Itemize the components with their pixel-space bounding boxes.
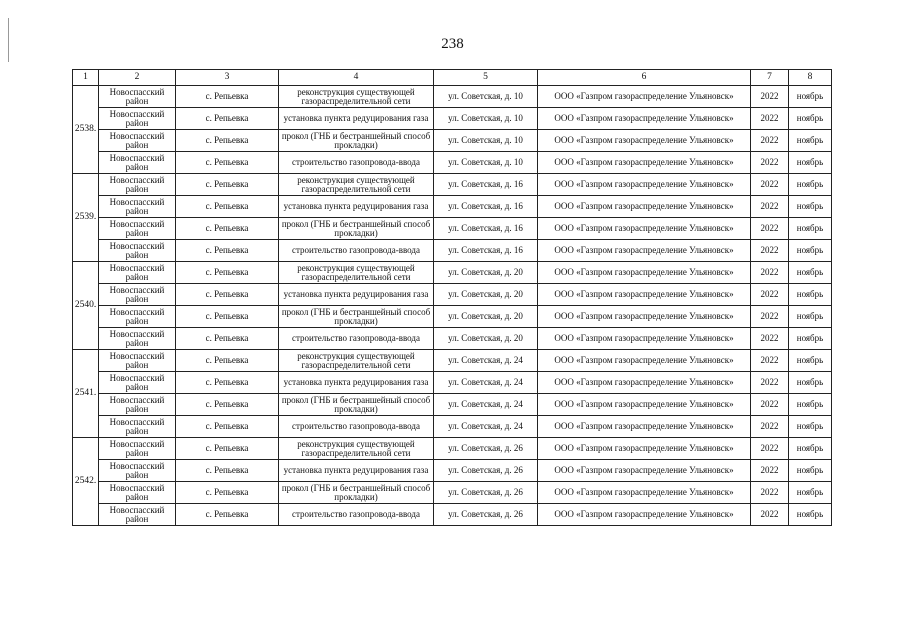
year-cell: 2022 bbox=[751, 482, 789, 504]
organization-cell: ООО «Газпром газораспределение Ульяновск» bbox=[538, 438, 751, 460]
district-cell: Новоспасский район bbox=[99, 174, 176, 196]
month-cell: ноябрь bbox=[789, 240, 832, 262]
address-cell: ул. Советская, д. 20 bbox=[434, 262, 538, 284]
page-number: 238 bbox=[441, 36, 464, 52]
year-cell: 2022 bbox=[751, 504, 789, 526]
work-type-cell: строительство газопровода-ввода bbox=[279, 416, 434, 438]
month-cell: ноябрь bbox=[789, 108, 832, 130]
district-cell: Новоспасский район bbox=[99, 262, 176, 284]
address-cell: ул. Советская, д. 26 bbox=[434, 460, 538, 482]
work-type-cell: установка пункта редуцирования газа bbox=[279, 196, 434, 218]
month-cell: ноябрь bbox=[789, 394, 832, 416]
table-row bbox=[73, 372, 832, 394]
village-cell: с. Репьевка bbox=[176, 262, 279, 284]
work-type-cell: реконструкция существующей газораспределительной сети bbox=[279, 438, 434, 460]
work-type-cell: прокол (ГНБ и бестраншейный способ прокладки) bbox=[279, 482, 434, 504]
month-cell: ноябрь bbox=[789, 174, 832, 196]
month-cell: ноябрь bbox=[789, 328, 832, 350]
district-cell: Новоспасский район bbox=[99, 218, 176, 240]
village-cell: с. Репьевка bbox=[176, 86, 279, 108]
table-row bbox=[73, 350, 832, 372]
column-header: 4 bbox=[279, 70, 434, 86]
month-cell: ноябрь bbox=[789, 372, 832, 394]
village-cell: с. Репьевка bbox=[176, 460, 279, 482]
organization-cell: ООО «Газпром газораспределение Ульяновск» bbox=[538, 130, 751, 152]
column-header: 7 bbox=[751, 70, 789, 86]
month-cell: ноябрь bbox=[789, 504, 832, 526]
table-row bbox=[73, 86, 832, 108]
organization-cell: ООО «Газпром газораспределение Ульяновск» bbox=[538, 284, 751, 306]
district-cell: Новоспасский район bbox=[99, 86, 176, 108]
address-cell: ул. Советская, д. 10 bbox=[434, 108, 538, 130]
entry-number-cell: 2539. bbox=[73, 174, 99, 262]
organization-cell: ООО «Газпром газораспределение Ульяновск» bbox=[538, 328, 751, 350]
address-cell: ул. Советская, д. 10 bbox=[434, 86, 538, 108]
work-type-cell: установка пункта редуцирования газа bbox=[279, 372, 434, 394]
table-row bbox=[73, 174, 832, 196]
month-cell: ноябрь bbox=[789, 130, 832, 152]
district-cell: Новоспасский район bbox=[99, 460, 176, 482]
village-cell: с. Репьевка bbox=[176, 394, 279, 416]
table-row bbox=[73, 108, 832, 130]
column-header: 3 bbox=[176, 70, 279, 86]
year-cell: 2022 bbox=[751, 438, 789, 460]
village-cell: с. Репьевка bbox=[176, 350, 279, 372]
district-cell: Новоспасский район bbox=[99, 438, 176, 460]
year-cell: 2022 bbox=[751, 416, 789, 438]
district-cell: Новоспасский район bbox=[99, 372, 176, 394]
work-type-cell: прокол (ГНБ и бестраншейный способ прокладки) bbox=[279, 130, 434, 152]
column-header: 5 bbox=[434, 70, 538, 86]
entry-number-cell: 2538. bbox=[73, 86, 99, 174]
organization-cell: ООО «Газпром газораспределение Ульяновск» bbox=[538, 218, 751, 240]
organization-cell: ООО «Газпром газораспределение Ульяновск» bbox=[538, 372, 751, 394]
month-cell: ноябрь bbox=[789, 262, 832, 284]
work-type-cell: строительство газопровода-ввода bbox=[279, 328, 434, 350]
year-cell: 2022 bbox=[751, 460, 789, 482]
year-cell: 2022 bbox=[751, 196, 789, 218]
column-header: 2 bbox=[99, 70, 176, 86]
address-cell: ул. Советская, д. 24 bbox=[434, 350, 538, 372]
table-row bbox=[73, 504, 832, 526]
district-cell: Новоспасский район bbox=[99, 152, 176, 174]
address-cell: ул. Советская, д. 20 bbox=[434, 284, 538, 306]
village-cell: с. Репьевка bbox=[176, 174, 279, 196]
year-cell: 2022 bbox=[751, 328, 789, 350]
village-cell: с. Репьевка bbox=[176, 328, 279, 350]
column-header: 6 bbox=[538, 70, 751, 86]
year-cell: 2022 bbox=[751, 174, 789, 196]
organization-cell: ООО «Газпром газораспределение Ульяновск» bbox=[538, 152, 751, 174]
month-cell: ноябрь bbox=[789, 196, 832, 218]
year-cell: 2022 bbox=[751, 130, 789, 152]
district-cell: Новоспасский район bbox=[99, 108, 176, 130]
table-row bbox=[73, 460, 832, 482]
table-row bbox=[73, 218, 832, 240]
column-header: 1 bbox=[73, 70, 99, 86]
table-row bbox=[73, 152, 832, 174]
table-row bbox=[73, 394, 832, 416]
work-type-cell: реконструкция существующей газораспределительной сети bbox=[279, 86, 434, 108]
column-header: 8 bbox=[789, 70, 832, 86]
address-cell: ул. Советская, д. 10 bbox=[434, 152, 538, 174]
table-row bbox=[73, 130, 832, 152]
work-type-cell: строительство газопровода-ввода bbox=[279, 240, 434, 262]
village-cell: с. Репьевка bbox=[176, 482, 279, 504]
year-cell: 2022 bbox=[751, 86, 789, 108]
work-type-cell: реконструкция существующей газораспределительной сети bbox=[279, 174, 434, 196]
village-cell: с. Репьевка bbox=[176, 218, 279, 240]
village-cell: с. Репьевка bbox=[176, 416, 279, 438]
organization-cell: ООО «Газпром газораспределение Ульяновск» bbox=[538, 174, 751, 196]
year-cell: 2022 bbox=[751, 350, 789, 372]
organization-cell: ООО «Газпром газораспределение Ульяновск» bbox=[538, 350, 751, 372]
village-cell: с. Репьевка bbox=[176, 130, 279, 152]
address-cell: ул. Советская, д. 16 bbox=[434, 196, 538, 218]
year-cell: 2022 bbox=[751, 240, 789, 262]
address-cell: ул. Советская, д. 10 bbox=[434, 130, 538, 152]
entry-number-cell: 2540. bbox=[73, 262, 99, 350]
year-cell: 2022 bbox=[751, 372, 789, 394]
header-row bbox=[73, 70, 832, 86]
table-row bbox=[73, 328, 832, 350]
district-cell: Новоспасский район bbox=[99, 504, 176, 526]
organization-cell: ООО «Газпром газораспределение Ульяновск» bbox=[538, 394, 751, 416]
entry-number-cell: 2541. bbox=[73, 350, 99, 438]
table-row bbox=[73, 262, 832, 284]
district-cell: Новоспасский район bbox=[99, 306, 176, 328]
district-cell: Новоспасский район bbox=[99, 416, 176, 438]
year-cell: 2022 bbox=[751, 284, 789, 306]
table-row bbox=[73, 196, 832, 218]
year-cell: 2022 bbox=[751, 306, 789, 328]
district-cell: Новоспасский район bbox=[99, 350, 176, 372]
year-cell: 2022 bbox=[751, 152, 789, 174]
address-cell: ул. Советская, д. 26 bbox=[434, 438, 538, 460]
work-type-cell: установка пункта редуцирования газа bbox=[279, 460, 434, 482]
address-cell: ул. Советская, д. 26 bbox=[434, 504, 538, 526]
village-cell: с. Репьевка bbox=[176, 196, 279, 218]
village-cell: с. Репьевка bbox=[176, 240, 279, 262]
village-cell: с. Репьевка bbox=[176, 152, 279, 174]
village-cell: с. Репьевка bbox=[176, 306, 279, 328]
work-type-cell: строительство газопровода-ввода bbox=[279, 152, 434, 174]
district-cell: Новоспасский район bbox=[99, 196, 176, 218]
address-cell: ул. Советская, д. 24 bbox=[434, 372, 538, 394]
district-cell: Новоспасский район bbox=[99, 284, 176, 306]
table-row bbox=[73, 284, 832, 306]
month-cell: ноябрь bbox=[789, 416, 832, 438]
work-type-cell: установка пункта редуцирования газа bbox=[279, 108, 434, 130]
entry-number-cell: 2542. bbox=[73, 438, 99, 526]
village-cell: с. Репьевка bbox=[176, 372, 279, 394]
organization-cell: ООО «Газпром газораспределение Ульяновск» bbox=[538, 504, 751, 526]
village-cell: с. Репьевка bbox=[176, 438, 279, 460]
organization-cell: ООО «Газпром газораспределение Ульяновск» bbox=[538, 482, 751, 504]
organization-cell: ООО «Газпром газораспределение Ульяновск» bbox=[538, 416, 751, 438]
schedule-table bbox=[72, 69, 832, 526]
month-cell: ноябрь bbox=[789, 438, 832, 460]
table-row bbox=[73, 306, 832, 328]
year-cell: 2022 bbox=[751, 108, 789, 130]
address-cell: ул. Советская, д. 26 bbox=[434, 482, 538, 504]
organization-cell: ООО «Газпром газораспределение Ульяновск» bbox=[538, 460, 751, 482]
village-cell: с. Репьевка bbox=[176, 108, 279, 130]
address-cell: ул. Советская, д. 16 bbox=[434, 218, 538, 240]
organization-cell: ООО «Газпром газораспределение Ульяновск» bbox=[538, 196, 751, 218]
year-cell: 2022 bbox=[751, 394, 789, 416]
table-row bbox=[73, 416, 832, 438]
year-cell: 2022 bbox=[751, 262, 789, 284]
work-type-cell: реконструкция существующей газораспределительной сети bbox=[279, 262, 434, 284]
address-cell: ул. Советская, д. 16 bbox=[434, 240, 538, 262]
village-cell: с. Репьевка bbox=[176, 284, 279, 306]
work-type-cell: прокол (ГНБ и бестраншейный способ прокладки) bbox=[279, 218, 434, 240]
table-body bbox=[73, 70, 832, 526]
district-cell: Новоспасский район bbox=[99, 240, 176, 262]
organization-cell: ООО «Газпром газораспределение Ульяновск» bbox=[538, 262, 751, 284]
address-cell: ул. Советская, д. 20 bbox=[434, 328, 538, 350]
month-cell: ноябрь bbox=[789, 350, 832, 372]
district-cell: Новоспасский район bbox=[99, 328, 176, 350]
district-cell: Новоспасский район bbox=[99, 394, 176, 416]
district-cell: Новоспасский район bbox=[99, 130, 176, 152]
organization-cell: ООО «Газпром газораспределение Ульяновск» bbox=[538, 306, 751, 328]
work-type-cell: строительство газопровода-ввода bbox=[279, 504, 434, 526]
month-cell: ноябрь bbox=[789, 306, 832, 328]
work-type-cell: установка пункта редуцирования газа bbox=[279, 284, 434, 306]
month-cell: ноябрь bbox=[789, 86, 832, 108]
work-type-cell: прокол (ГНБ и бестраншейный способ прокладки) bbox=[279, 306, 434, 328]
month-cell: ноябрь bbox=[789, 152, 832, 174]
address-cell: ул. Советская, д. 24 bbox=[434, 416, 538, 438]
address-cell: ул. Советская, д. 24 bbox=[434, 394, 538, 416]
table-row bbox=[73, 482, 832, 504]
organization-cell: ООО «Газпром газораспределение Ульяновск» bbox=[538, 86, 751, 108]
address-cell: ул. Советская, д. 20 bbox=[434, 306, 538, 328]
district-cell: Новоспасский район bbox=[99, 482, 176, 504]
month-cell: ноябрь bbox=[789, 284, 832, 306]
village-cell: с. Репьевка bbox=[176, 504, 279, 526]
table-row bbox=[73, 240, 832, 262]
organization-cell: ООО «Газпром газораспределение Ульяновск» bbox=[538, 108, 751, 130]
year-cell: 2022 bbox=[751, 218, 789, 240]
organization-cell: ООО «Газпром газораспределение Ульяновск» bbox=[538, 240, 751, 262]
work-type-cell: прокол (ГНБ и бестраншейный способ прокладки) bbox=[279, 394, 434, 416]
month-cell: ноябрь bbox=[789, 460, 832, 482]
month-cell: ноябрь bbox=[789, 482, 832, 504]
address-cell: ул. Советская, д. 16 bbox=[434, 174, 538, 196]
month-cell: ноябрь bbox=[789, 218, 832, 240]
work-type-cell: реконструкция существующей газораспределительной сети bbox=[279, 350, 434, 372]
table-row bbox=[73, 438, 832, 460]
